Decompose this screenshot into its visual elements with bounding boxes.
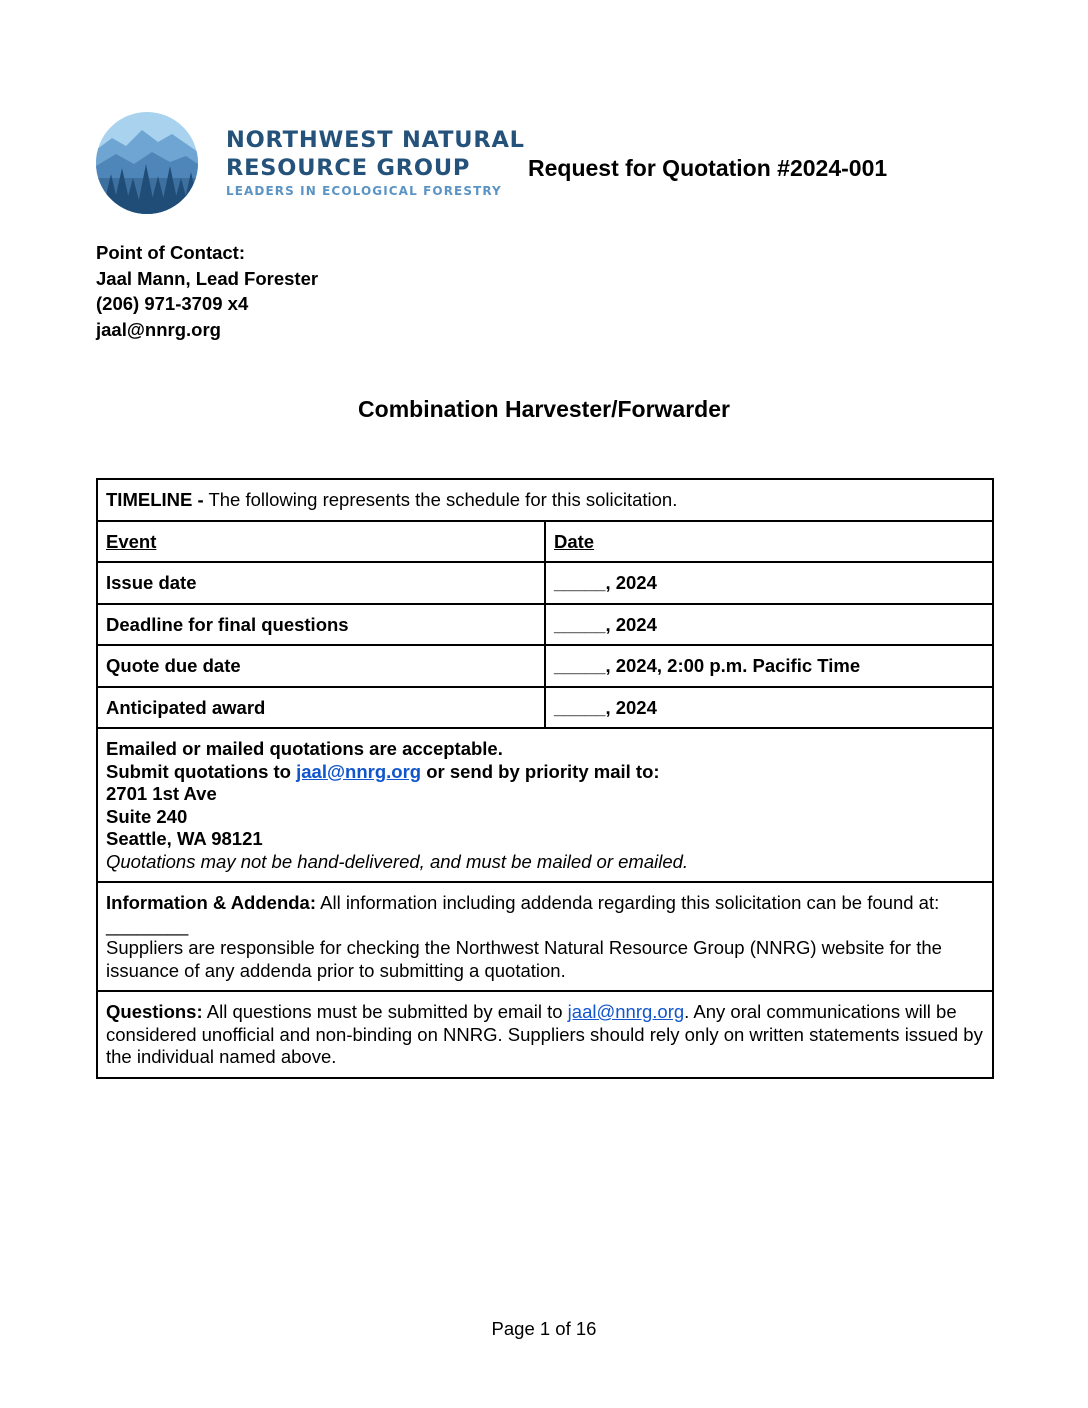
document-title: Combination Harvester/Forwarder bbox=[358, 396, 730, 422]
timeline-column-headers bbox=[97, 521, 993, 563]
questions-text: All questions must be submitted by email to bbox=[202, 1001, 568, 1022]
information-label: Information & Addenda: bbox=[106, 892, 316, 913]
information-row bbox=[97, 882, 993, 991]
questions-row bbox=[97, 991, 993, 1078]
submission-line-2 bbox=[106, 761, 984, 784]
forest-mountain-logo-icon bbox=[96, 112, 198, 214]
column-header-event: Event bbox=[97, 521, 545, 563]
table-row bbox=[97, 562, 993, 604]
address-line-1: 2701 1st Ave bbox=[106, 783, 217, 804]
submission-info bbox=[97, 728, 993, 882]
questions-info bbox=[97, 991, 993, 1078]
information-paragraph-2: Suppliers are responsible for checking the Northwest Natural Resource Group (NNRG) website for the issuance of any addenda prior to submitting a quotation. bbox=[106, 937, 942, 981]
date-cell: _____, 2024, 2:00 p.m. Pacific Time bbox=[545, 645, 993, 687]
timeline-heading-label: TIMELINE - bbox=[106, 489, 204, 510]
email-link[interactable]: jaal@nnrg.org bbox=[567, 1001, 685, 1022]
table-row bbox=[97, 687, 993, 729]
information-addenda bbox=[97, 882, 993, 991]
date-cell: _____, 2024 bbox=[545, 562, 993, 604]
date-cell: _____, 2024 bbox=[545, 687, 993, 729]
submission-note: Quotations may not be hand-delivered, and must be mailed or emailed. bbox=[106, 850, 689, 872]
address-line-3: Seattle, WA 98121 bbox=[106, 828, 263, 849]
contact-label: Point of Contact: bbox=[96, 242, 246, 263]
page-number: Page 1 of 16 bbox=[491, 1318, 597, 1339]
event-cell: Issue date bbox=[97, 562, 545, 604]
logo-line-1: NORTHWEST NATURAL bbox=[226, 127, 525, 153]
column-header-date: Date bbox=[545, 521, 993, 563]
contact-email: jaal@nnrg.org bbox=[96, 318, 221, 340]
event-cell: Deadline for final questions bbox=[97, 604, 545, 646]
rfq-title: Request for Quotation #2024-001 bbox=[528, 155, 888, 181]
logo-line-2: RESOURCE GROUP bbox=[226, 155, 471, 181]
contact-phone: (206) 971-3709 x4 bbox=[96, 293, 249, 314]
submission-row bbox=[97, 728, 993, 882]
timeline-table bbox=[96, 478, 994, 1079]
table-row bbox=[97, 645, 993, 687]
logo-wordmark bbox=[226, 126, 525, 198]
contact-name: Jaal Mann, Lead Forester bbox=[96, 267, 319, 289]
questions-label: Questions: bbox=[106, 1001, 203, 1022]
submission-text: or send by priority mail to: bbox=[421, 760, 660, 782]
event-cell: Anticipated award bbox=[97, 687, 545, 729]
address-line-2: Suite 240 bbox=[106, 805, 188, 827]
event-cell: Quote due date bbox=[97, 645, 545, 687]
submission-line-1: Emailed or mailed quotations are acceptable. bbox=[106, 738, 503, 759]
date-cell: _____, 2024 bbox=[545, 604, 993, 646]
email-link[interactable]: jaal@nnrg.org bbox=[296, 760, 422, 782]
timeline-heading bbox=[97, 479, 993, 521]
timeline-heading-row bbox=[97, 479, 993, 521]
nnrg-logo bbox=[96, 112, 525, 216]
timeline-heading-text: The following represents the schedule for this solicitation. bbox=[203, 489, 678, 510]
logo-tagline: LEADERS IN ECOLOGICAL FORESTRY bbox=[226, 184, 502, 198]
questions-text: . Any oral communications will be considered unofficial and non-binding on NNRG. Suppliers should rely only on written statements issued by the individual named above. bbox=[106, 1001, 983, 1067]
information-paragraph-1 bbox=[106, 892, 984, 937]
point-of-contact bbox=[96, 240, 318, 342]
submission-text: Submit quotations to bbox=[106, 760, 297, 782]
information-text: All information including addenda regarding this solicitation can be found at: ________ bbox=[106, 892, 940, 936]
table-row bbox=[97, 604, 993, 646]
